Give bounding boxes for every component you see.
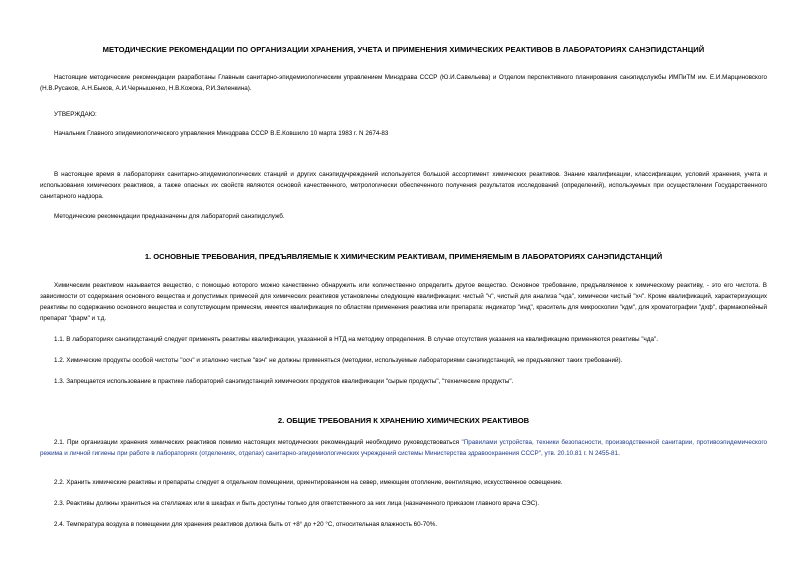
paragraph-2-1 (40, 437, 767, 459)
purpose-paragraph: Методические рекомендации предназначены для лабораторий санэпидслужб. (54, 213, 285, 220)
paragraph-2-3: 2.3. Реактивы должны храниться на стеллажах или в шкафах и быть доступны только для ответственного за них лица (назначенного приказом главного врача СЭС). (54, 500, 540, 507)
approved-by-line: Начальник Главного эпидемиологического управления Минздрава СССР В.Е.Ковшило 10 марта 1983 г. N 2674-83 (54, 130, 389, 137)
paragraph-1-1: 1.1. В лабораториях санэпидстанций следует применять реактивы квалификации, указанной в НТД на методику определения. В случае отсутствия указания на квалификацию применяются реактивы "чда". (54, 336, 658, 343)
paragraph-2-1-end: . (618, 450, 620, 457)
paragraph-1-3: 1.3. Запрещается использование в практике лабораторий санэпидстанций химических продуктов квалификации "сырые продукты", "технические продукты". (54, 378, 514, 385)
paragraph-2-2: 2.2. Хранить химические реактивы и препараты следует в отдельном помещении, ориентированном на север, имеющем отопление, вентиляцию, искусственное освещение. (54, 479, 563, 486)
section1-definition: Химическим реактивом называется вещество, с помощью которого можно качественно обнаружить или количественно определить другое вещество. Основное требование, предъявляемое к химическому реактиву, - это его чистота. В зависимости от содержания основного вещества и допустимых примесей для химических реактивов установлены следующие квалификации: чистый "ч", чистый для анализа "чда", химически чистый "хч". Кроме квалификаций, характеризующих реактивы по содержанию основного вещества и сопутствующим примесям, имеется квалификация по областям применения реактива или препарата: индикатор "инд", краситель для микроскопии "кдм", для хроматографии "дхф", фармакопейный препарат "фарм" и т.д. (40, 282, 767, 322)
section1-heading: 1. ОСНОВНЫЕ ТРЕБОВАНИЯ, ПРЕДЪЯВЛЯЕМЫЕ К ХИМИЧЕСКИМ РЕАКТИВАМ, ПРИМЕНЯЕМЫМ В ЛАБОРАТОРИЯХ САНЭПИДСТАНЦИЙ (144, 252, 663, 261)
document-title: МЕТОДИЧЕСКИЕ РЕКОМЕНДАЦИИ ПО ОРГАНИЗАЦИИ ХРАНЕНИЯ, УЧЕТА И ПРИМЕНЕНИЯ ХИМИЧЕСКИХ РЕАКТИВОВ В ЛАБОРАТОРИЯХ САНЭПИДСТАНЦИЙ (102, 45, 705, 54)
paragraph-2-4: 2.4. Температура воздуха в помещении для хранения реактивов должна быть от +8° до +20 °С, относительная влажность 60-70%. (54, 521, 438, 528)
context-paragraph: В настоящее время в лабораториях санитарно-эпидемиологических станций и других санэпидучреждений используется большой ассортимент химических реактивов. Знание квалификации, классификации, условий хранения, учета и использования химических реактивов, а также опасных их свойств являются основой качественного, метрологически обеспеченного получения результатов исследований (определений), используемых при осуществлении Государственного санитарного надзора. (40, 171, 767, 200)
paragraph-1-2: 1.2. Химические продукты особой чистоты "осч" и эталонно чистые "вэч" не должны применяться (методики, используемые лабораториями санэпидстанций, не предъявляют таких требований). (54, 357, 623, 364)
section2-heading: 2. ОБЩИЕ ТРЕБОВАНИЯ К ХРАНЕНИЮ ХИМИЧЕСКИХ РЕАКТИВОВ (277, 416, 530, 425)
approved-label: УТВЕРЖДАЮ: (54, 111, 97, 118)
developers-paragraph: Настоящие методические рекомендации разработаны Главным санитарно-эпидемиологическим управлением Минздрава СССР (Ю.И.Савельева) и Отделом перспективного планирования санэпидслужбы ИМПиТМ им. Е.И.Марциновского (Н.В.Русаков, А.Н.Быков, А.И.Чернышенко, Н.В.Кожока, Р.И.Зеленкина). (40, 74, 767, 92)
paragraph-2-1-text: 2.1. При организации хранения химических реактивов помимо настоящих методических рекомендаций необходимо руководствоваться (54, 439, 462, 446)
rules-link[interactable]: "Правилами устройства, техники безопасности, производственной санитарии, противоэпидемического режима и личной гигиены при работе в лабораториях (отделениях, отделах) санитарно-эпидемиологических учреждений системы Министерства здравоохранения СССР", утв. 20.10.81 г. N 2455-81 (40, 439, 768, 457)
